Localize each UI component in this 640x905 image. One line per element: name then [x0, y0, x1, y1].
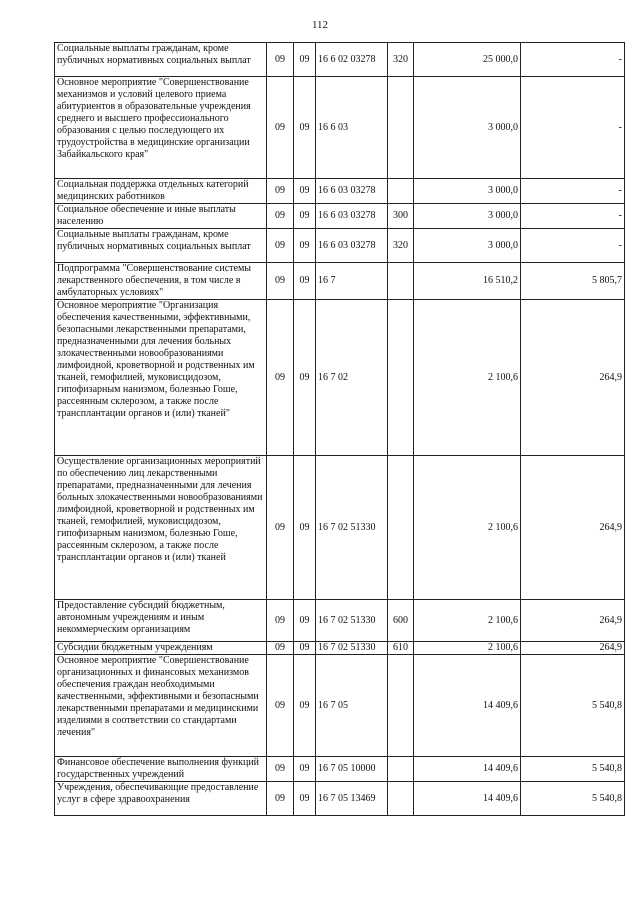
target-article-code-cell: 16 7 05 13469 — [316, 782, 388, 816]
expense-type-code-cell — [388, 77, 414, 179]
table-row — [55, 229, 625, 263]
table-row — [55, 179, 625, 204]
amount-secondary-cell: - — [521, 229, 625, 263]
target-article-code-cell: 16 6 03 03278 — [316, 204, 388, 229]
target-article-code-cell: 16 7 05 — [316, 655, 388, 757]
subsection-code-cell: 09 — [294, 179, 316, 204]
expense-type-code-cell: 320 — [388, 229, 414, 263]
subsection-code-cell: 09 — [294, 600, 316, 642]
target-article-code-cell: 16 7 05 10000 — [316, 757, 388, 782]
row-name-cell: Социальная поддержка отдельных категорий медицинских работников — [55, 179, 267, 204]
amount-total-cell: 14 409,6 — [414, 757, 521, 782]
subsection-code-cell: 09 — [294, 204, 316, 229]
table-row — [55, 757, 625, 782]
amount-secondary-cell: - — [521, 43, 625, 77]
amount-secondary-cell: 264,9 — [521, 300, 625, 456]
expense-type-code-cell: 600 — [388, 600, 414, 642]
budget-table-body — [55, 43, 625, 816]
subsection-code-cell: 09 — [294, 655, 316, 757]
expense-type-code-cell — [388, 456, 414, 600]
amount-secondary-cell: 5 540,8 — [521, 655, 625, 757]
table-row — [55, 43, 625, 77]
row-name-cell: Социальные выплаты гражданам, кроме публичных нормативных социальных выплат — [55, 229, 267, 263]
page-number: 112 — [311, 19, 329, 31]
expense-type-code-cell: 320 — [388, 43, 414, 77]
row-name-cell: Финансовое обеспечение выполнения функций государственных учреждений — [55, 757, 267, 782]
target-article-code-cell: 16 6 02 03278 — [316, 43, 388, 77]
subsection-code-cell: 09 — [294, 300, 316, 456]
amount-total-cell: 14 409,6 — [414, 655, 521, 757]
chapter-code-cell: 09 — [267, 757, 294, 782]
row-name-cell: Субсидии бюджетным учреждениям — [55, 642, 267, 655]
amount-total-cell: 14 409,6 — [414, 782, 521, 816]
row-name-cell: Основное мероприятие "Совершенствование организационных и финансовых механизмов обеспечения граждан необходимыми качественными, эффективными и безопасными лекарственными препаратами и медицинскими изделиями в соответствии со стандартами лечения" — [55, 655, 267, 757]
amount-total-cell: 2 100,6 — [414, 642, 521, 655]
subsection-code-cell: 09 — [294, 757, 316, 782]
amount-total-cell: 3 000,0 — [414, 229, 521, 263]
amount-total-cell: 2 100,6 — [414, 300, 521, 456]
chapter-code-cell: 09 — [267, 229, 294, 263]
row-name-cell: Социальные выплаты гражданам, кроме публичных нормативных социальных выплат — [55, 43, 267, 77]
expense-type-code-cell — [388, 655, 414, 757]
chapter-code-cell: 09 — [267, 179, 294, 204]
target-article-code-cell: 16 7 02 51330 — [316, 600, 388, 642]
subsection-code-cell: 09 — [294, 263, 316, 300]
chapter-code-cell: 09 — [267, 43, 294, 77]
target-article-code-cell: 16 6 03 — [316, 77, 388, 179]
table-row — [55, 263, 625, 300]
row-name-cell: Подпрограмма "Совершенствование системы лекарственного обеспечения, в том числе в амбулаторных условиях" — [55, 263, 267, 300]
target-article-code-cell: 16 7 02 51330 — [316, 456, 388, 600]
amount-total-cell: 25 000,0 — [414, 43, 521, 77]
row-name-cell: Учреждения, обеспечивающие предоставление услуг в сфере здравоохранения — [55, 782, 267, 816]
chapter-code-cell: 09 — [267, 204, 294, 229]
row-name-cell: Предоставление субсидий бюджетным, автономным учреждениям и иным некоммерческим организациям — [55, 600, 267, 642]
row-name-cell: Основное мероприятие "Организация обеспечения качественными, эффективными, безопасными лекарственными препаратами, предназначенными для лечения больных злокачественными новообразованиями лимфоидной, кроветворной и родственных им тканей, гемофилией, муковисцидозом, гипофизарным нанизмом, болезнью Гоше, рассеянным склерозом, а также после трансплантации органов и (или) тканей" — [55, 300, 267, 456]
amount-total-cell: 3 000,0 — [414, 179, 521, 204]
amount-secondary-cell: 264,9 — [521, 600, 625, 642]
amount-total-cell: 2 100,6 — [414, 456, 521, 600]
row-name-cell: Социальное обеспечение и иные выплаты населению — [55, 204, 267, 229]
table-row — [55, 77, 625, 179]
expense-type-code-cell — [388, 263, 414, 300]
chapter-code-cell: 09 — [267, 300, 294, 456]
expense-type-code-cell — [388, 757, 414, 782]
table-row — [55, 600, 625, 642]
expense-type-code-cell — [388, 179, 414, 204]
subsection-code-cell: 09 — [294, 782, 316, 816]
target-article-code-cell: 16 6 03 03278 — [316, 229, 388, 263]
row-name-cell: Основное мероприятие "Совершенствование механизмов и условий целевого приема абитуриентов в образовательные учреждения среднего и высшего профессионального образования с целью последующего их трудоустройства в медицинские организации Забайкальского края" — [55, 77, 267, 179]
expense-type-code-cell: 610 — [388, 642, 414, 655]
expense-type-code-cell — [388, 782, 414, 816]
subsection-code-cell: 09 — [294, 229, 316, 263]
table-row — [55, 655, 625, 757]
chapter-code-cell: 09 — [267, 655, 294, 757]
target-article-code-cell: 16 6 03 03278 — [316, 179, 388, 204]
amount-secondary-cell: 5 540,8 — [521, 782, 625, 816]
target-article-code-cell: 16 7 02 51330 — [316, 642, 388, 655]
table-row — [55, 300, 625, 456]
amount-total-cell: 2 100,6 — [414, 600, 521, 642]
amount-secondary-cell: - — [521, 77, 625, 179]
table-row — [55, 456, 625, 600]
table-row — [55, 642, 625, 655]
amount-secondary-cell: 264,9 — [521, 456, 625, 600]
amount-total-cell: 3 000,0 — [414, 204, 521, 229]
amount-secondary-cell: 5 540,8 — [521, 757, 625, 782]
table-row — [55, 204, 625, 229]
amount-secondary-cell: 264,9 — [521, 642, 625, 655]
chapter-code-cell: 09 — [267, 642, 294, 655]
expense-type-code-cell — [388, 300, 414, 456]
subsection-code-cell: 09 — [294, 43, 316, 77]
row-name-cell: Осуществление организационных мероприятий по обеспечению лиц лекарственными препаратами, предназначенными для лечения больных злокачественными новообразованиями лимфоидной, кроветворной и родственных им тканей, гемофилией, муковисцидозом, гипофизарным нанизмом, болезнью Гоше, рассеянным склерозом, а также после трансплантации органов и (или) тканей — [55, 456, 267, 600]
chapter-code-cell: 09 — [267, 456, 294, 600]
expense-type-code-cell: 300 — [388, 204, 414, 229]
chapter-code-cell: 09 — [267, 600, 294, 642]
target-article-code-cell: 16 7 02 — [316, 300, 388, 456]
subsection-code-cell: 09 — [294, 456, 316, 600]
budget-table — [54, 42, 625, 816]
target-article-code-cell: 16 7 — [316, 263, 388, 300]
amount-secondary-cell: - — [521, 179, 625, 204]
amount-secondary-cell: - — [521, 204, 625, 229]
amount-total-cell: 3 000,0 — [414, 77, 521, 179]
amount-secondary-cell: 5 805,7 — [521, 263, 625, 300]
table-row — [55, 782, 625, 816]
subsection-code-cell: 09 — [294, 642, 316, 655]
chapter-code-cell: 09 — [267, 263, 294, 300]
chapter-code-cell: 09 — [267, 77, 294, 179]
subsection-code-cell: 09 — [294, 77, 316, 179]
chapter-code-cell: 09 — [267, 782, 294, 816]
amount-total-cell: 16 510,2 — [414, 263, 521, 300]
